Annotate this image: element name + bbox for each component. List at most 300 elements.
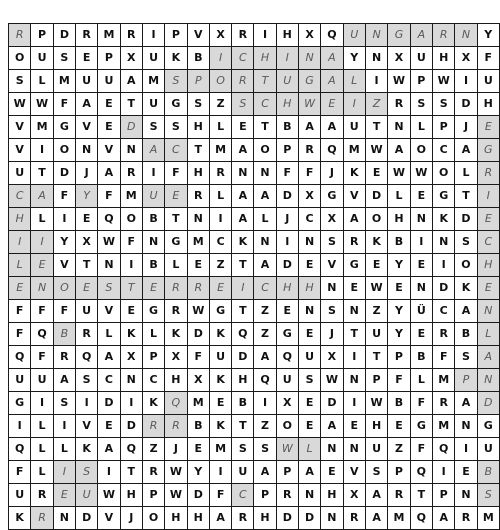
grid-cell[interactable]: A xyxy=(31,185,53,208)
grid-cell[interactable]: G xyxy=(321,185,343,208)
grid-cell[interactable]: L xyxy=(343,70,365,93)
grid-cell[interactable]: O xyxy=(209,70,231,93)
grid-cell[interactable]: I xyxy=(9,231,31,254)
grid-cell[interactable]: Z xyxy=(388,438,410,461)
grid-cell[interactable]: E xyxy=(98,415,120,438)
grid-cell[interactable]: U xyxy=(9,162,31,185)
grid-cell[interactable]: C xyxy=(254,277,276,300)
grid-cell[interactable]: Y xyxy=(477,24,499,47)
grid-cell[interactable]: V xyxy=(98,507,120,530)
grid-cell[interactable]: S xyxy=(165,70,187,93)
grid-cell[interactable]: V xyxy=(98,139,120,162)
grid-cell[interactable]: C xyxy=(9,185,31,208)
grid-cell[interactable]: R xyxy=(343,231,365,254)
grid-cell[interactable]: A xyxy=(98,438,120,461)
grid-cell[interactable]: V xyxy=(9,116,31,139)
grid-cell[interactable]: W xyxy=(165,461,187,484)
grid-cell[interactable]: E xyxy=(209,277,231,300)
grid-cell[interactable]: D xyxy=(276,254,298,277)
grid-cell[interactable]: H xyxy=(187,116,209,139)
grid-cell[interactable]: E xyxy=(388,415,410,438)
grid-cell[interactable]: P xyxy=(98,47,120,70)
grid-cell[interactable]: W xyxy=(31,93,53,116)
grid-cell[interactable]: U xyxy=(142,185,164,208)
grid-cell[interactable]: I xyxy=(455,70,477,93)
grid-cell[interactable]: E xyxy=(187,438,209,461)
grid-cell[interactable]: Q xyxy=(98,208,120,231)
grid-cell[interactable]: A xyxy=(455,392,477,415)
grid-cell[interactable]: G xyxy=(53,116,75,139)
grid-cell[interactable]: O xyxy=(410,139,432,162)
grid-cell[interactable]: T xyxy=(365,116,387,139)
grid-cell[interactable]: I xyxy=(142,24,164,47)
grid-cell[interactable]: D xyxy=(187,484,209,507)
grid-cell[interactable]: Y xyxy=(53,231,75,254)
grid-cell[interactable]: O xyxy=(365,208,387,231)
grid-cell[interactable]: P xyxy=(410,70,432,93)
grid-cell[interactable]: W xyxy=(187,300,209,323)
grid-cell[interactable]: N xyxy=(321,507,343,530)
grid-cell[interactable]: N xyxy=(388,116,410,139)
grid-cell[interactable]: I xyxy=(53,208,75,231)
grid-cell[interactable]: W xyxy=(410,162,432,185)
grid-cell[interactable]: G xyxy=(9,392,31,415)
grid-cell[interactable]: B xyxy=(232,392,254,415)
grid-cell[interactable]: P xyxy=(433,116,455,139)
grid-cell[interactable]: W xyxy=(321,369,343,392)
grid-cell[interactable]: N xyxy=(98,254,120,277)
grid-cell[interactable]: R xyxy=(9,24,31,47)
grid-cell[interactable]: U xyxy=(343,116,365,139)
grid-cell[interactable]: M xyxy=(98,24,120,47)
grid-cell[interactable]: L xyxy=(209,116,231,139)
grid-cell[interactable]: S xyxy=(477,484,499,507)
grid-cell[interactable]: V xyxy=(9,139,31,162)
grid-cell[interactable]: I xyxy=(209,208,231,231)
grid-cell[interactable]: J xyxy=(120,507,142,530)
grid-cell[interactable]: E xyxy=(455,461,477,484)
grid-cell[interactable]: A xyxy=(321,116,343,139)
grid-cell[interactable]: S xyxy=(455,231,477,254)
grid-cell[interactable]: L xyxy=(165,254,187,277)
grid-cell[interactable]: D xyxy=(120,116,142,139)
grid-cell[interactable]: R xyxy=(276,484,298,507)
grid-cell[interactable]: X xyxy=(298,185,320,208)
grid-cell[interactable]: A xyxy=(321,70,343,93)
grid-cell[interactable]: I xyxy=(365,70,387,93)
grid-cell[interactable]: E xyxy=(410,323,432,346)
grid-cell[interactable]: T xyxy=(120,461,142,484)
grid-cell[interactable]: C xyxy=(98,369,120,392)
grid-cell[interactable]: C xyxy=(142,369,164,392)
grid-cell[interactable]: M xyxy=(53,70,75,93)
grid-cell[interactable]: I xyxy=(209,461,231,484)
grid-cell[interactable]: N xyxy=(298,484,320,507)
grid-cell[interactable]: Q xyxy=(9,346,31,369)
grid-cell[interactable]: O xyxy=(53,139,75,162)
grid-cell[interactable]: D xyxy=(187,323,209,346)
grid-cell[interactable]: D xyxy=(455,93,477,116)
grid-cell[interactable]: E xyxy=(477,277,499,300)
grid-cell[interactable]: K xyxy=(165,323,187,346)
grid-cell[interactable]: N xyxy=(187,208,209,231)
grid-cell[interactable]: S xyxy=(9,70,31,93)
grid-cell[interactable]: F xyxy=(31,346,53,369)
grid-cell[interactable]: E xyxy=(298,392,320,415)
grid-cell[interactable]: K xyxy=(142,392,164,415)
grid-cell[interactable]: D xyxy=(276,507,298,530)
grid-cell[interactable]: A xyxy=(410,24,432,47)
grid-cell[interactable]: L xyxy=(254,208,276,231)
grid-cell[interactable]: X xyxy=(276,392,298,415)
grid-cell[interactable]: C xyxy=(165,139,187,162)
grid-cell[interactable]: E xyxy=(76,277,98,300)
grid-cell[interactable]: X xyxy=(165,346,187,369)
grid-cell[interactable]: P xyxy=(31,24,53,47)
grid-cell[interactable]: Q xyxy=(321,139,343,162)
grid-cell[interactable]: Q xyxy=(321,24,343,47)
grid-cell[interactable]: S xyxy=(433,93,455,116)
grid-cell[interactable]: U xyxy=(343,24,365,47)
grid-cell[interactable]: U xyxy=(276,70,298,93)
grid-cell[interactable]: N xyxy=(142,231,164,254)
grid-cell[interactable]: B xyxy=(142,254,164,277)
grid-cell[interactable]: E xyxy=(365,162,387,185)
grid-cell[interactable]: E xyxy=(31,254,53,277)
grid-cell[interactable]: I xyxy=(433,461,455,484)
grid-cell[interactable]: Q xyxy=(410,461,432,484)
grid-cell[interactable]: M xyxy=(187,392,209,415)
grid-cell[interactable]: T xyxy=(76,254,98,277)
grid-cell[interactable]: X xyxy=(321,346,343,369)
grid-cell[interactable]: R xyxy=(433,392,455,415)
grid-cell[interactable]: V xyxy=(98,300,120,323)
grid-cell[interactable]: W xyxy=(388,70,410,93)
grid-cell[interactable]: G xyxy=(477,139,499,162)
grid-cell[interactable]: U xyxy=(76,70,98,93)
grid-cell[interactable]: P xyxy=(142,484,164,507)
grid-cell[interactable]: H xyxy=(298,277,320,300)
grid-cell[interactable]: U xyxy=(276,369,298,392)
grid-cell[interactable]: G xyxy=(165,231,187,254)
grid-cell[interactable]: B xyxy=(410,346,432,369)
grid-cell[interactable]: U xyxy=(365,438,387,461)
grid-cell[interactable]: F xyxy=(98,185,120,208)
grid-cell[interactable]: F xyxy=(388,369,410,392)
grid-cell[interactable]: E xyxy=(98,93,120,116)
grid-cell[interactable]: H xyxy=(477,254,499,277)
grid-cell[interactable]: N xyxy=(455,24,477,47)
grid-cell[interactable]: H xyxy=(388,208,410,231)
grid-cell[interactable]: Q xyxy=(165,392,187,415)
grid-cell[interactable]: R xyxy=(142,415,164,438)
grid-cell[interactable]: S xyxy=(365,461,387,484)
grid-cell[interactable]: R xyxy=(165,300,187,323)
grid-cell[interactable]: Q xyxy=(433,438,455,461)
grid-cell[interactable]: W xyxy=(433,70,455,93)
grid-cell[interactable]: W xyxy=(9,93,31,116)
grid-cell[interactable]: N xyxy=(477,369,499,392)
grid-cell[interactable]: B xyxy=(142,208,164,231)
grid-cell[interactable]: N xyxy=(433,231,455,254)
grid-cell[interactable]: D xyxy=(298,507,320,530)
grid-cell[interactable]: U xyxy=(76,300,98,323)
grid-cell[interactable]: X xyxy=(455,47,477,70)
grid-cell[interactable]: E xyxy=(142,277,164,300)
grid-cell[interactable]: H xyxy=(254,47,276,70)
grid-cell[interactable]: T xyxy=(165,208,187,231)
grid-cell[interactable]: I xyxy=(209,47,231,70)
grid-cell[interactable]: L xyxy=(298,438,320,461)
grid-cell[interactable]: C xyxy=(232,47,254,70)
grid-cell[interactable]: D xyxy=(477,392,499,415)
grid-cell[interactable]: V xyxy=(343,461,365,484)
grid-cell[interactable]: Z xyxy=(254,323,276,346)
grid-cell[interactable]: A xyxy=(254,346,276,369)
grid-cell[interactable]: J xyxy=(76,162,98,185)
grid-cell[interactable]: A xyxy=(343,208,365,231)
grid-cell[interactable]: X xyxy=(120,346,142,369)
grid-cell[interactable]: H xyxy=(187,507,209,530)
grid-cell[interactable]: K xyxy=(120,323,142,346)
grid-cell[interactable]: O xyxy=(120,208,142,231)
grid-cell[interactable]: X xyxy=(76,231,98,254)
grid-cell[interactable]: F xyxy=(433,346,455,369)
grid-cell[interactable]: I xyxy=(343,392,365,415)
grid-cell[interactable]: M xyxy=(31,116,53,139)
grid-cell[interactable]: R xyxy=(232,507,254,530)
grid-cell[interactable]: G xyxy=(209,300,231,323)
grid-cell[interactable]: G xyxy=(276,323,298,346)
grid-cell[interactable]: B xyxy=(187,47,209,70)
grid-cell[interactable]: A xyxy=(254,254,276,277)
grid-cell[interactable]: D xyxy=(365,185,387,208)
grid-cell[interactable]: N xyxy=(120,369,142,392)
grid-cell[interactable]: E xyxy=(76,208,98,231)
grid-cell[interactable]: C xyxy=(298,208,320,231)
grid-cell[interactable]: C xyxy=(433,300,455,323)
grid-cell[interactable]: R xyxy=(31,507,53,530)
grid-cell[interactable]: V xyxy=(76,116,98,139)
grid-cell[interactable]: L xyxy=(31,70,53,93)
grid-cell[interactable]: R xyxy=(343,507,365,530)
grid-cell[interactable]: G xyxy=(142,300,164,323)
grid-cell[interactable]: E xyxy=(410,185,432,208)
grid-cell[interactable]: Y xyxy=(388,323,410,346)
grid-cell[interactable]: Ü xyxy=(410,300,432,323)
grid-cell[interactable]: E xyxy=(276,300,298,323)
grid-cell[interactable]: L xyxy=(477,323,499,346)
grid-cell[interactable]: A xyxy=(254,185,276,208)
grid-cell[interactable]: L xyxy=(388,185,410,208)
grid-cell[interactable]: A xyxy=(254,461,276,484)
grid-cell[interactable]: A xyxy=(477,346,499,369)
grid-cell[interactable]: Y xyxy=(76,185,98,208)
grid-cell[interactable]: E xyxy=(321,93,343,116)
grid-cell[interactable]: I xyxy=(9,415,31,438)
grid-cell[interactable]: M xyxy=(433,369,455,392)
grid-cell[interactable]: Q xyxy=(276,346,298,369)
grid-cell[interactable]: S xyxy=(321,300,343,323)
grid-cell[interactable]: R xyxy=(165,415,187,438)
grid-cell[interactable]: I xyxy=(53,461,75,484)
grid-cell[interactable]: P xyxy=(187,70,209,93)
grid-cell[interactable]: H xyxy=(165,369,187,392)
grid-cell[interactable]: I xyxy=(232,277,254,300)
grid-cell[interactable]: R xyxy=(120,162,142,185)
grid-cell[interactable]: N xyxy=(321,438,343,461)
grid-cell[interactable]: M xyxy=(120,185,142,208)
grid-cell[interactable]: L xyxy=(31,415,53,438)
grid-cell[interactable]: I xyxy=(343,93,365,116)
grid-cell[interactable]: R xyxy=(209,162,231,185)
grid-cell[interactable]: F xyxy=(477,47,499,70)
grid-cell[interactable]: A xyxy=(98,346,120,369)
grid-cell[interactable]: T xyxy=(343,323,365,346)
grid-cell[interactable]: C xyxy=(232,484,254,507)
grid-cell[interactable]: T xyxy=(120,93,142,116)
grid-cell[interactable]: A xyxy=(365,484,387,507)
grid-cell[interactable]: A xyxy=(365,507,387,530)
grid-cell[interactable]: C xyxy=(254,93,276,116)
grid-cell[interactable]: F xyxy=(53,185,75,208)
grid-cell[interactable]: T xyxy=(31,162,53,185)
grid-cell[interactable]: N xyxy=(298,47,320,70)
grid-cell[interactable]: U xyxy=(9,484,31,507)
grid-cell[interactable]: W xyxy=(365,392,387,415)
grid-cell[interactable]: R xyxy=(388,484,410,507)
grid-cell[interactable]: W xyxy=(98,231,120,254)
grid-cell[interactable]: I xyxy=(31,231,53,254)
grid-cell[interactable]: M xyxy=(187,231,209,254)
grid-cell[interactable]: A xyxy=(455,139,477,162)
grid-cell[interactable]: S xyxy=(165,116,187,139)
grid-cell[interactable]: I xyxy=(410,231,432,254)
grid-cell[interactable]: I xyxy=(276,231,298,254)
grid-cell[interactable]: L xyxy=(31,208,53,231)
grid-cell[interactable]: G xyxy=(388,24,410,47)
grid-cell[interactable]: D xyxy=(433,277,455,300)
grid-cell[interactable]: V xyxy=(343,185,365,208)
grid-cell[interactable]: Q xyxy=(232,323,254,346)
grid-cell[interactable]: R xyxy=(388,93,410,116)
grid-cell[interactable]: U xyxy=(477,70,499,93)
grid-cell[interactable]: N xyxy=(53,507,75,530)
grid-cell[interactable]: U xyxy=(365,323,387,346)
grid-cell[interactable]: T xyxy=(254,116,276,139)
grid-cell[interactable]: H xyxy=(232,369,254,392)
grid-cell[interactable]: S xyxy=(187,93,209,116)
grid-cell[interactable]: N xyxy=(76,139,98,162)
grid-cell[interactable]: N xyxy=(455,484,477,507)
grid-cell[interactable]: E xyxy=(321,461,343,484)
grid-cell[interactable]: R xyxy=(76,323,98,346)
grid-cell[interactable]: I xyxy=(31,392,53,415)
grid-cell[interactable]: U xyxy=(9,369,31,392)
grid-cell[interactable]: U xyxy=(31,369,53,392)
grid-cell[interactable]: H xyxy=(9,208,31,231)
grid-cell[interactable]: Q xyxy=(31,323,53,346)
grid-cell[interactable]: P xyxy=(388,461,410,484)
grid-cell[interactable]: G xyxy=(410,415,432,438)
grid-cell[interactable]: O xyxy=(254,139,276,162)
grid-cell[interactable]: K xyxy=(209,323,231,346)
grid-cell[interactable]: X xyxy=(321,208,343,231)
grid-cell[interactable]: R xyxy=(53,346,75,369)
grid-cell[interactable]: V xyxy=(321,254,343,277)
grid-cell[interactable]: J xyxy=(276,208,298,231)
grid-cell[interactable]: D xyxy=(321,392,343,415)
grid-cell[interactable]: U xyxy=(298,346,320,369)
grid-cell[interactable]: W xyxy=(365,277,387,300)
grid-cell[interactable]: U xyxy=(209,346,231,369)
grid-cell[interactable]: I xyxy=(477,185,499,208)
grid-cell[interactable]: F xyxy=(209,484,231,507)
grid-cell[interactable]: C xyxy=(433,139,455,162)
grid-cell[interactable]: N xyxy=(343,438,365,461)
grid-cell[interactable]: O xyxy=(53,277,75,300)
grid-cell[interactable]: E xyxy=(98,116,120,139)
grid-cell[interactable]: E xyxy=(9,277,31,300)
grid-cell[interactable]: D xyxy=(455,208,477,231)
grid-cell[interactable]: T xyxy=(232,254,254,277)
grid-cell[interactable]: J xyxy=(321,323,343,346)
grid-cell[interactable]: F xyxy=(53,300,75,323)
grid-cell[interactable]: S xyxy=(232,438,254,461)
grid-cell[interactable]: J xyxy=(165,438,187,461)
grid-cell[interactable]: D xyxy=(98,392,120,415)
grid-cell[interactable]: A xyxy=(209,507,231,530)
grid-cell[interactable]: X xyxy=(187,369,209,392)
grid-cell[interactable]: K xyxy=(209,415,231,438)
grid-cell[interactable]: O xyxy=(142,507,164,530)
grid-cell[interactable]: F xyxy=(9,323,31,346)
grid-cell[interactable]: K xyxy=(165,47,187,70)
grid-cell[interactable]: A xyxy=(298,461,320,484)
grid-cell[interactable]: P xyxy=(455,369,477,392)
grid-cell[interactable]: J xyxy=(455,116,477,139)
grid-cell[interactable]: A xyxy=(388,139,410,162)
grid-cell[interactable]: Y xyxy=(388,300,410,323)
grid-cell[interactable]: U xyxy=(142,93,164,116)
grid-cell[interactable]: R xyxy=(187,185,209,208)
grid-cell[interactable]: T xyxy=(232,300,254,323)
grid-cell[interactable]: Z xyxy=(254,415,276,438)
grid-cell[interactable]: F xyxy=(165,162,187,185)
grid-cell[interactable]: S xyxy=(254,438,276,461)
grid-cell[interactable]: I xyxy=(254,392,276,415)
grid-cell[interactable]: E xyxy=(187,254,209,277)
grid-cell[interactable]: M xyxy=(209,438,231,461)
grid-cell[interactable]: N xyxy=(455,415,477,438)
grid-cell[interactable]: H xyxy=(433,47,455,70)
grid-cell[interactable]: E xyxy=(298,254,320,277)
grid-cell[interactable]: E xyxy=(53,484,75,507)
grid-cell[interactable]: R xyxy=(433,24,455,47)
grid-cell[interactable]: L xyxy=(410,369,432,392)
grid-cell[interactable]: H xyxy=(254,507,276,530)
grid-cell[interactable]: E xyxy=(298,323,320,346)
grid-cell[interactable]: I xyxy=(120,392,142,415)
grid-cell[interactable]: M xyxy=(343,139,365,162)
grid-cell[interactable]: E xyxy=(410,254,432,277)
grid-cell[interactable]: I xyxy=(455,438,477,461)
grid-cell[interactable]: R xyxy=(76,24,98,47)
grid-cell[interactable]: R xyxy=(120,24,142,47)
grid-cell[interactable]: H xyxy=(276,277,298,300)
grid-cell[interactable]: X xyxy=(209,24,231,47)
grid-cell[interactable]: Y xyxy=(388,254,410,277)
